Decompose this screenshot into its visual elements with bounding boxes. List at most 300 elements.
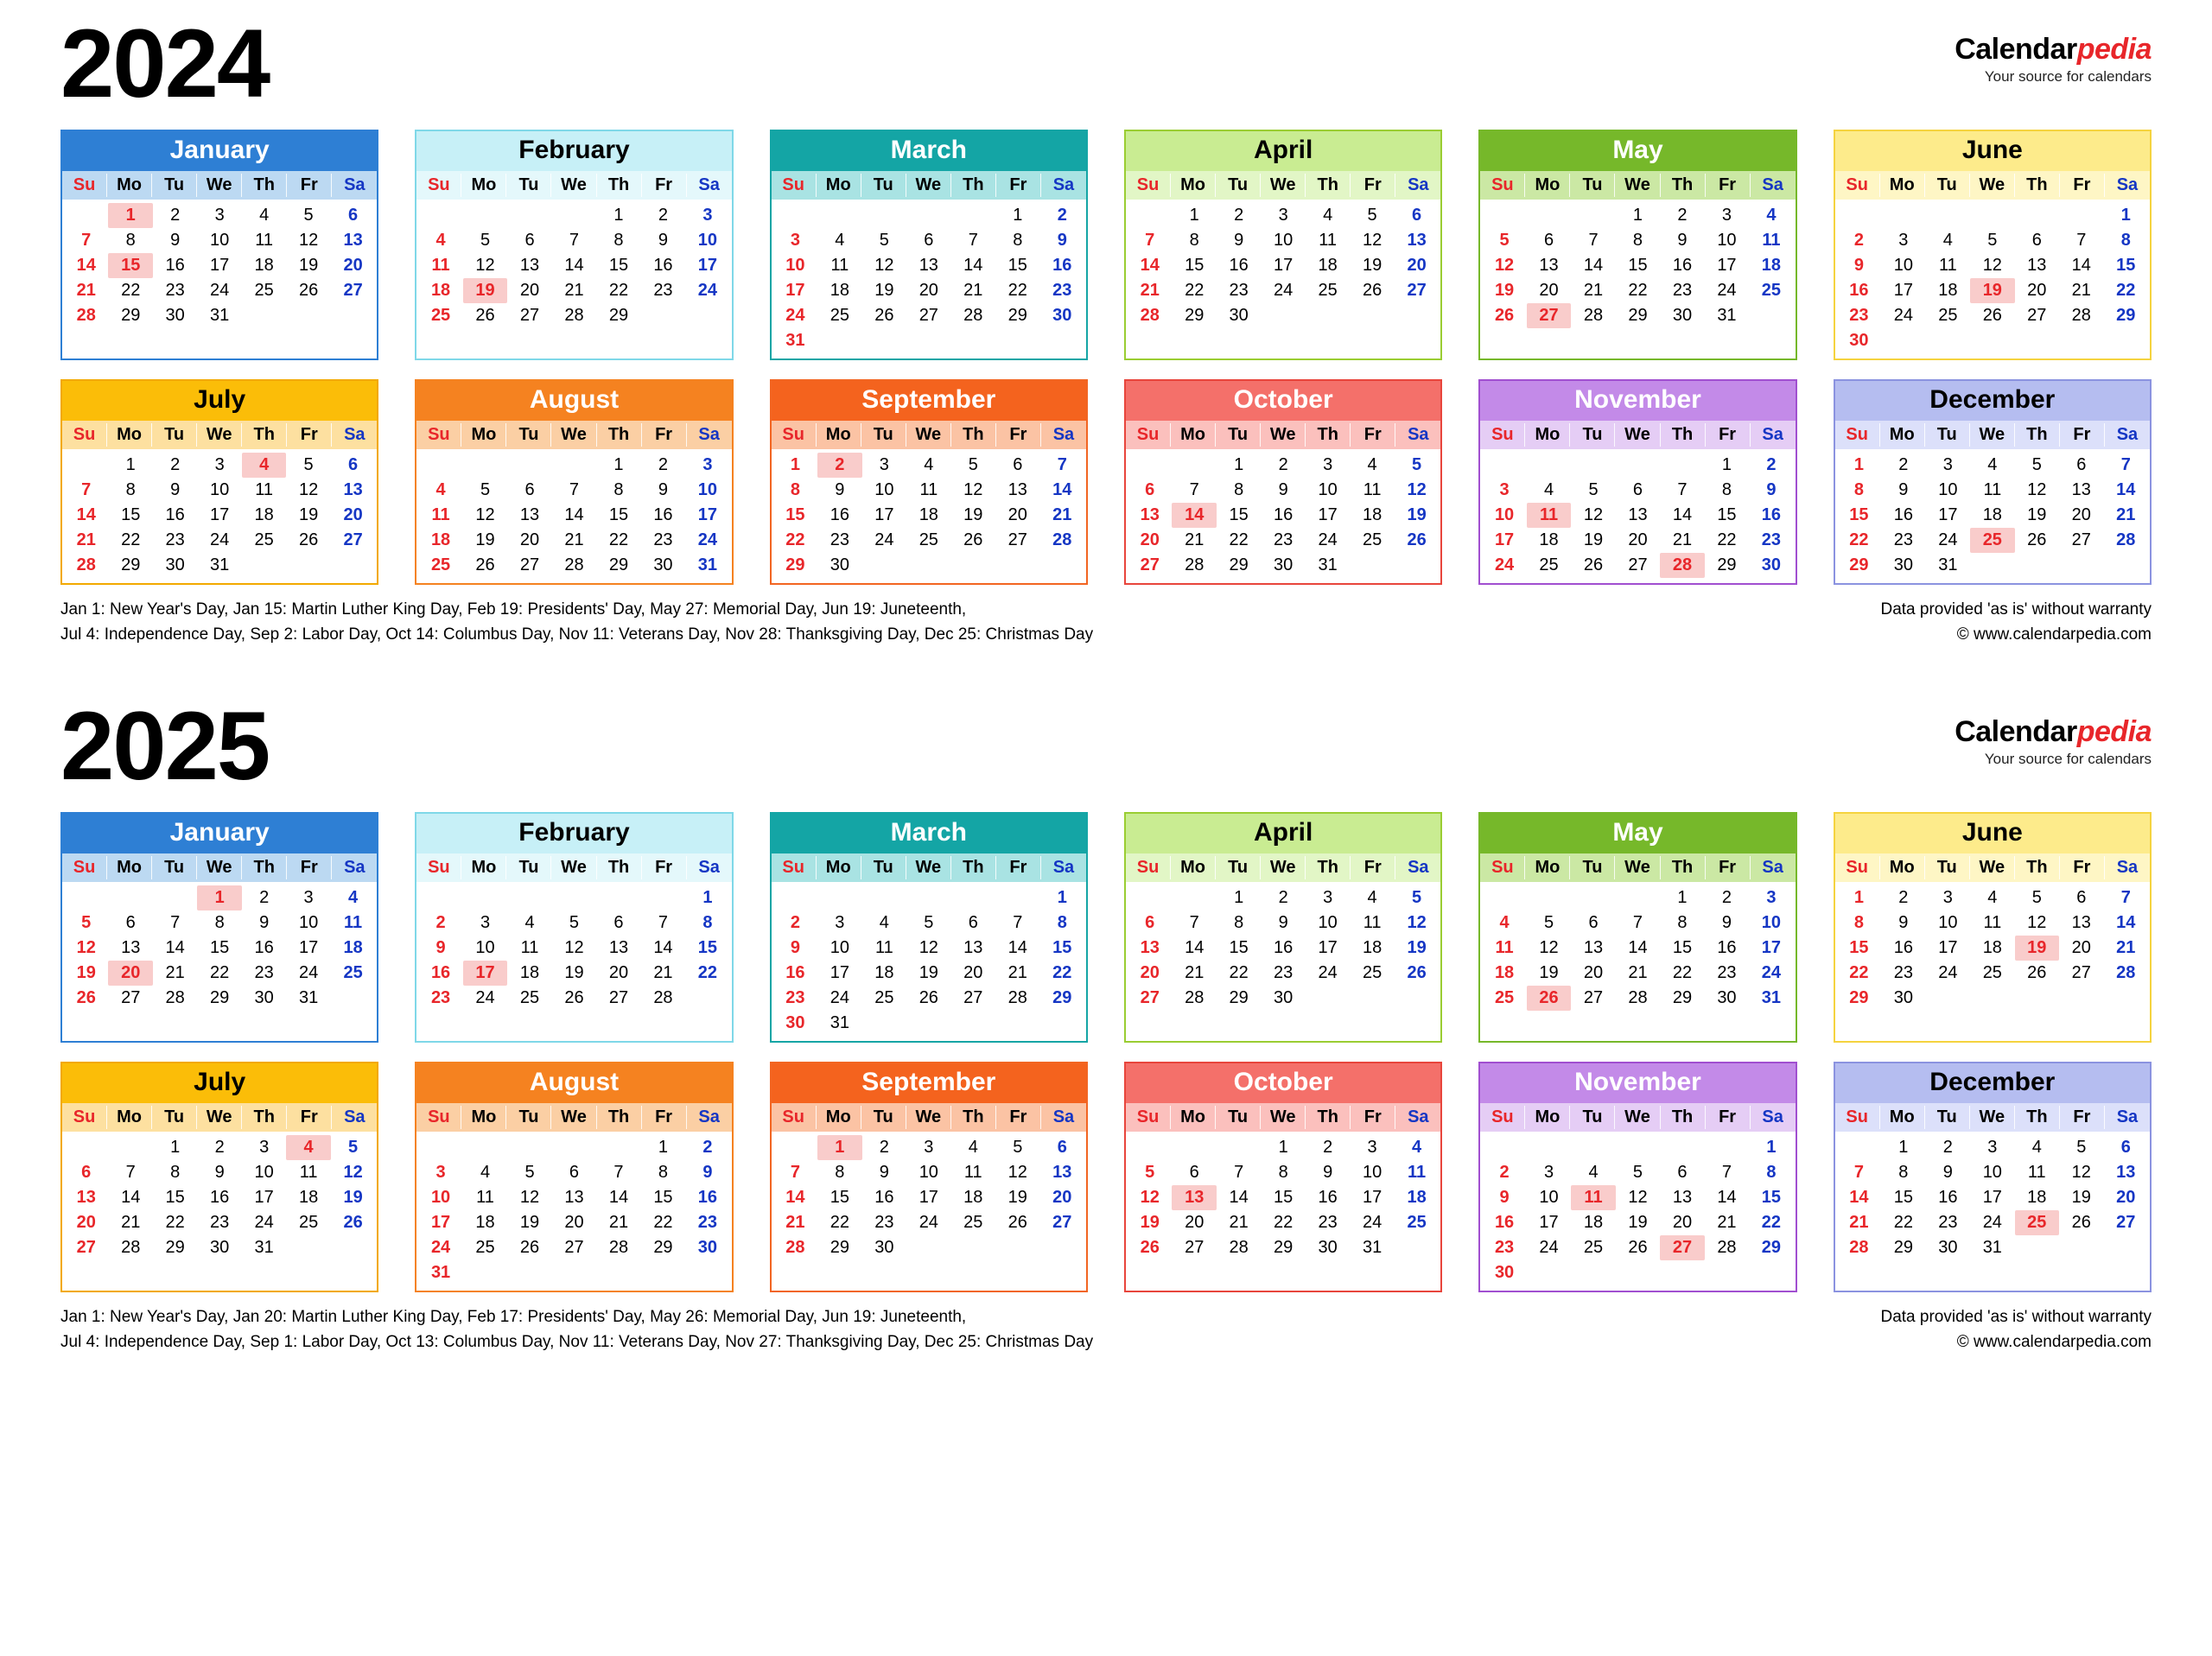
day-cell[interactable]: 14: [165, 937, 185, 957]
day-cell[interactable]: 11: [431, 256, 450, 275]
day-cell[interactable]: 16: [165, 505, 185, 524]
day-cell[interactable]: 27: [918, 306, 938, 325]
day-cell[interactable]: 27: [343, 281, 363, 300]
day-cell[interactable]: 17: [874, 505, 894, 524]
day-cell[interactable]: 26: [76, 987, 96, 1007]
day-cell[interactable]: 17: [918, 1187, 938, 1207]
day-cell[interactable]: 28: [2116, 530, 2136, 549]
day-cell[interactable]: 1: [1677, 887, 1688, 907]
day-cell[interactable]: 29: [121, 555, 141, 574]
day-cell[interactable]: 19: [463, 278, 507, 303]
day-cell[interactable]: 29: [830, 1237, 849, 1257]
day-cell[interactable]: 24: [1717, 281, 1737, 300]
day-cell[interactable]: 6: [1588, 912, 1599, 932]
day-cell[interactable]: 18: [874, 962, 894, 982]
day-cell[interactable]: 4: [1766, 206, 1777, 225]
day-cell[interactable]: 3: [1323, 887, 1333, 907]
day-cell[interactable]: 7: [790, 1162, 800, 1182]
day-cell[interactable]: 26: [1628, 1237, 1648, 1257]
day-cell[interactable]: 17: [254, 1187, 274, 1207]
day-cell[interactable]: 6: [1057, 1137, 1067, 1157]
day-cell[interactable]: 6: [348, 455, 359, 474]
day-cell[interactable]: 19: [76, 962, 96, 982]
day-cell[interactable]: 27: [343, 530, 363, 549]
day-cell[interactable]: 7: [1632, 912, 1643, 932]
day-cell[interactable]: 17: [1717, 256, 1737, 275]
day-cell[interactable]: 8: [1721, 480, 1732, 499]
day-cell[interactable]: 8: [1677, 912, 1688, 932]
day-cell[interactable]: 25: [1362, 530, 1382, 549]
day-cell[interactable]: 17: [697, 256, 718, 275]
day-cell[interactable]: 13: [519, 256, 540, 275]
day-cell[interactable]: 12: [475, 256, 495, 275]
day-cell[interactable]: 3: [1278, 206, 1288, 225]
day-cell[interactable]: 26: [1494, 306, 1515, 325]
day-cell[interactable]: 20: [343, 505, 363, 524]
day-cell[interactable]: 2: [1323, 1137, 1333, 1157]
day-cell[interactable]: 30: [1761, 555, 1782, 574]
day-cell[interactable]: 18: [343, 937, 363, 957]
day-cell[interactable]: 15: [1628, 256, 1648, 275]
day-cell[interactable]: 6: [1412, 206, 1422, 225]
day-cell[interactable]: 28: [2071, 306, 2091, 325]
day-cell[interactable]: 28: [608, 1237, 629, 1257]
day-cell[interactable]: 4: [259, 206, 270, 225]
day-cell[interactable]: 11: [1938, 256, 1957, 275]
day-cell[interactable]: 23: [430, 987, 451, 1007]
day-cell[interactable]: 18: [1539, 530, 1559, 549]
day-cell[interactable]: 12: [1628, 1187, 1648, 1207]
day-cell[interactable]: 16: [210, 1187, 230, 1207]
day-cell[interactable]: 7: [1853, 1162, 1864, 1182]
day-cell[interactable]: 12: [519, 1187, 540, 1207]
day-cell[interactable]: 21: [76, 281, 96, 300]
day-cell[interactable]: 21: [1229, 1212, 1249, 1232]
day-cell[interactable]: 5: [1145, 1162, 1155, 1182]
day-cell[interactable]: 7: [170, 912, 181, 932]
day-cell[interactable]: 19: [1362, 256, 1382, 275]
day-cell[interactable]: 8: [613, 480, 624, 499]
day-cell[interactable]: 7: [2076, 231, 2087, 250]
day-cell[interactable]: 3: [702, 455, 713, 474]
day-cell[interactable]: 20: [519, 530, 540, 549]
day-cell[interactable]: 16: [785, 962, 805, 982]
day-cell[interactable]: 1: [1057, 887, 1067, 907]
day-cell[interactable]: 15: [1007, 256, 1027, 275]
day-cell[interactable]: 1: [1632, 206, 1643, 225]
day-cell[interactable]: 29: [165, 1237, 185, 1257]
day-cell[interactable]: 31: [430, 1262, 451, 1282]
day-cell[interactable]: 31: [785, 331, 805, 350]
day-cell[interactable]: 29: [210, 987, 230, 1007]
day-cell[interactable]: 28: [2116, 962, 2136, 982]
day-cell[interactable]: 18: [519, 962, 540, 982]
day-cell[interactable]: 1: [170, 1137, 181, 1157]
day-cell[interactable]: 13: [343, 231, 363, 250]
day-cell[interactable]: 9: [1898, 912, 1909, 932]
day-cell[interactable]: 8: [1234, 912, 1244, 932]
day-cell[interactable]: 21: [608, 1212, 629, 1232]
day-cell[interactable]: 24: [1318, 530, 1338, 549]
day-cell[interactable]: 6: [2120, 1137, 2131, 1157]
day-cell[interactable]: 2: [879, 1137, 889, 1157]
day-cell[interactable]: 14: [1185, 937, 1205, 957]
day-cell[interactable]: 16: [1893, 937, 1913, 957]
day-cell[interactable]: 13: [918, 256, 938, 275]
day-cell[interactable]: 1: [125, 455, 136, 474]
day-cell[interactable]: 12: [298, 480, 319, 499]
day-cell[interactable]: 3: [1721, 206, 1732, 225]
day-cell[interactable]: 20: [1140, 962, 1160, 982]
day-cell[interactable]: 12: [2071, 1162, 2091, 1182]
day-cell[interactable]: 13: [1628, 505, 1648, 524]
day-cell[interactable]: 16: [430, 962, 451, 982]
day-cell[interactable]: 30: [653, 555, 673, 574]
day-cell[interactable]: 2: [1898, 887, 1909, 907]
day-cell[interactable]: 9: [1278, 480, 1288, 499]
day-cell[interactable]: 15: [608, 256, 629, 275]
day-cell[interactable]: 15: [1717, 505, 1737, 524]
day-cell[interactable]: 17: [1539, 1212, 1559, 1232]
day-cell[interactable]: 12: [343, 1162, 363, 1182]
day-cell[interactable]: 22: [1007, 281, 1027, 300]
day-cell[interactable]: 25: [430, 555, 451, 574]
day-cell[interactable]: 10: [210, 480, 230, 499]
day-cell[interactable]: 16: [1672, 256, 1693, 275]
day-cell[interactable]: 17: [1893, 281, 1913, 300]
day-cell[interactable]: 15: [697, 937, 718, 957]
day-cell[interactable]: 25: [918, 530, 938, 549]
day-cell[interactable]: 18: [1583, 1212, 1604, 1232]
day-cell[interactable]: 12: [918, 937, 938, 957]
day-cell[interactable]: 21: [1185, 962, 1205, 982]
day-cell[interactable]: 14: [2071, 256, 2091, 275]
day-cell[interactable]: 28: [1660, 553, 1704, 578]
day-cell[interactable]: 9: [835, 480, 845, 499]
day-cell[interactable]: 28: [76, 306, 96, 325]
day-cell[interactable]: 31: [830, 1012, 849, 1032]
day-cell[interactable]: 20: [343, 256, 363, 275]
day-cell[interactable]: 10: [1761, 912, 1782, 932]
day-cell[interactable]: 2: [214, 1137, 225, 1157]
day-cell[interactable]: 25: [1761, 281, 1782, 300]
day-cell[interactable]: 24: [430, 1237, 451, 1257]
day-cell[interactable]: 1: [702, 887, 713, 907]
day-cell[interactable]: 25: [1407, 1212, 1427, 1232]
day-cell[interactable]: 4: [1987, 887, 1998, 907]
day-cell[interactable]: 22: [785, 530, 805, 549]
day-cell[interactable]: 22: [165, 1212, 185, 1232]
day-cell[interactable]: 1: [108, 203, 152, 228]
day-cell[interactable]: 26: [874, 306, 894, 325]
day-cell[interactable]: 16: [1274, 505, 1294, 524]
day-cell[interactable]: 23: [1229, 281, 1249, 300]
day-cell[interactable]: 17: [1318, 937, 1338, 957]
day-cell[interactable]: 11: [476, 1187, 494, 1207]
day-cell[interactable]: 7: [613, 1162, 624, 1182]
day-cell[interactable]: 20: [1628, 530, 1648, 549]
day-cell[interactable]: 8: [1234, 480, 1244, 499]
day-cell[interactable]: 5: [1412, 455, 1422, 474]
day-cell[interactable]: 9: [214, 1162, 225, 1182]
day-cell[interactable]: 15: [108, 253, 152, 278]
day-cell[interactable]: 6: [125, 912, 136, 932]
day-cell[interactable]: 20: [108, 961, 152, 986]
day-cell[interactable]: 18: [1982, 937, 2002, 957]
day-cell[interactable]: 2: [702, 1137, 713, 1157]
day-cell[interactable]: 4: [348, 887, 359, 907]
day-cell[interactable]: 7: [1057, 455, 1067, 474]
day-cell[interactable]: 17: [298, 937, 319, 957]
day-cell[interactable]: 3: [835, 912, 845, 932]
day-cell[interactable]: 3: [259, 1137, 270, 1157]
day-cell[interactable]: 29: [785, 555, 805, 574]
day-cell[interactable]: 29: [1761, 1237, 1782, 1257]
day-cell[interactable]: 1: [1234, 887, 1244, 907]
day-cell[interactable]: 20: [2027, 281, 2047, 300]
day-cell[interactable]: 20: [519, 281, 540, 300]
day-cell[interactable]: 14: [1849, 1187, 1869, 1207]
day-cell[interactable]: 2: [1766, 455, 1777, 474]
day-cell[interactable]: 30: [1893, 555, 1913, 574]
day-cell[interactable]: 4: [1942, 231, 1953, 250]
day-cell[interactable]: 12: [1007, 1162, 1027, 1182]
day-cell[interactable]: 29: [608, 555, 629, 574]
day-cell[interactable]: 3: [1499, 480, 1510, 499]
day-cell[interactable]: 11: [255, 231, 274, 250]
day-cell[interactable]: 20: [1140, 530, 1160, 549]
day-cell[interactable]: 19: [1970, 278, 2014, 303]
day-cell[interactable]: 7: [125, 1162, 136, 1182]
day-cell[interactable]: 25: [1970, 528, 2014, 553]
day-cell[interactable]: 27: [608, 987, 629, 1007]
day-cell[interactable]: 27: [1527, 303, 1571, 328]
day-cell[interactable]: 13: [2027, 256, 2047, 275]
day-cell[interactable]: 9: [790, 937, 800, 957]
day-cell[interactable]: 3: [1323, 455, 1333, 474]
day-cell[interactable]: 26: [1527, 986, 1571, 1011]
day-cell[interactable]: 27: [1140, 987, 1160, 1007]
day-cell[interactable]: 21: [1185, 530, 1205, 549]
day-cell[interactable]: 26: [475, 555, 495, 574]
day-cell[interactable]: 20: [1407, 256, 1427, 275]
day-cell[interactable]: 8: [790, 480, 800, 499]
day-cell[interactable]: 31: [1982, 1237, 2002, 1257]
day-cell[interactable]: 23: [1274, 962, 1294, 982]
day-cell[interactable]: 18: [830, 281, 849, 300]
day-cell[interactable]: 6: [348, 206, 359, 225]
day-cell[interactable]: 15: [121, 505, 141, 524]
day-cell[interactable]: 13: [2071, 912, 2091, 932]
day-cell[interactable]: 28: [1583, 306, 1604, 325]
day-cell[interactable]: 12: [298, 231, 319, 250]
day-cell[interactable]: 25: [830, 306, 849, 325]
day-cell[interactable]: 30: [830, 555, 849, 574]
day-cell[interactable]: 22: [1717, 530, 1737, 549]
day-cell[interactable]: 5: [1632, 1162, 1643, 1182]
day-cell[interactable]: 23: [874, 1212, 894, 1232]
day-cell[interactable]: 3: [924, 1137, 934, 1157]
day-cell[interactable]: 12: [2027, 912, 2047, 932]
day-cell[interactable]: 21: [1007, 962, 1027, 982]
day-cell[interactable]: 9: [1721, 912, 1732, 932]
day-cell[interactable]: 9: [879, 1162, 889, 1182]
day-cell[interactable]: 4: [1367, 455, 1377, 474]
day-cell[interactable]: 8: [1278, 1162, 1288, 1182]
day-cell[interactable]: 18: [1407, 1187, 1427, 1207]
day-cell[interactable]: 2: [1234, 206, 1244, 225]
day-cell[interactable]: 5: [480, 480, 491, 499]
day-cell[interactable]: 18: [1982, 505, 2002, 524]
day-cell[interactable]: 23: [697, 1212, 718, 1232]
day-cell[interactable]: 25: [254, 530, 274, 549]
day-cell[interactable]: 5: [2031, 887, 2042, 907]
day-cell[interactable]: 19: [564, 962, 584, 982]
day-cell[interactable]: 9: [1323, 1162, 1333, 1182]
day-cell[interactable]: 5: [1013, 1137, 1023, 1157]
day-cell[interactable]: 16: [1052, 256, 1072, 275]
day-cell[interactable]: 2: [658, 455, 668, 474]
day-cell[interactable]: 21: [564, 530, 584, 549]
day-cell[interactable]: 24: [785, 306, 805, 325]
day-cell[interactable]: 6: [1189, 1162, 1199, 1182]
day-cell[interactable]: 4: [924, 455, 934, 474]
day-cell[interactable]: 4: [968, 1137, 978, 1157]
day-cell[interactable]: 11: [1408, 1162, 1427, 1182]
day-cell[interactable]: 6: [569, 1162, 580, 1182]
day-cell[interactable]: 17: [210, 505, 230, 524]
day-cell[interactable]: 24: [1494, 555, 1515, 574]
day-cell[interactable]: 16: [254, 937, 274, 957]
day-cell[interactable]: 23: [1938, 1212, 1958, 1232]
day-cell[interactable]: 31: [1362, 1237, 1382, 1257]
day-cell[interactable]: 24: [1539, 1237, 1559, 1257]
day-cell[interactable]: 15: [2116, 256, 2136, 275]
day-cell[interactable]: 22: [1274, 1212, 1294, 1232]
day-cell[interactable]: 14: [1007, 937, 1027, 957]
day-cell[interactable]: 21: [165, 962, 185, 982]
day-cell[interactable]: 30: [1318, 1237, 1338, 1257]
day-cell[interactable]: 27: [1628, 555, 1648, 574]
day-cell[interactable]: 19: [1583, 530, 1604, 549]
day-cell[interactable]: 11: [1363, 912, 1382, 932]
day-cell[interactable]: 25: [874, 987, 894, 1007]
day-cell[interactable]: 28: [564, 555, 584, 574]
day-cell[interactable]: 20: [76, 1212, 96, 1232]
day-cell[interactable]: 31: [697, 555, 718, 574]
day-cell[interactable]: 8: [658, 1162, 668, 1182]
day-cell[interactable]: 5: [524, 1162, 535, 1182]
day-cell[interactable]: 27: [1140, 555, 1160, 574]
day-cell[interactable]: 11: [963, 1162, 982, 1182]
day-cell[interactable]: 8: [613, 231, 624, 250]
day-cell[interactable]: 30: [697, 1237, 718, 1257]
day-cell[interactable]: 1: [1853, 887, 1864, 907]
day-cell[interactable]: 8: [214, 912, 225, 932]
day-cell[interactable]: 8: [1013, 231, 1023, 250]
day-cell[interactable]: 17: [785, 281, 805, 300]
day-cell[interactable]: 4: [480, 1162, 491, 1182]
day-cell[interactable]: 20: [918, 281, 938, 300]
day-cell[interactable]: 25: [2015, 1210, 2059, 1235]
day-cell[interactable]: 3: [1543, 1162, 1554, 1182]
day-cell[interactable]: 11: [874, 937, 893, 957]
day-cell[interactable]: 18: [1761, 256, 1782, 275]
day-cell[interactable]: 18: [254, 505, 274, 524]
day-cell[interactable]: 2: [1942, 1137, 1953, 1157]
day-cell[interactable]: 28: [1229, 1237, 1249, 1257]
day-cell[interactable]: 26: [1407, 962, 1427, 982]
day-cell[interactable]: 11: [255, 480, 274, 499]
day-cell[interactable]: 31: [1938, 555, 1958, 574]
day-cell[interactable]: 5: [1412, 887, 1422, 907]
day-cell[interactable]: 29: [1052, 987, 1072, 1007]
day-cell[interactable]: 11: [344, 912, 363, 932]
day-cell[interactable]: 14: [785, 1187, 805, 1207]
day-cell[interactable]: 24: [874, 530, 894, 549]
day-cell[interactable]: 15: [830, 1187, 849, 1207]
day-cell[interactable]: 15: [1849, 937, 1869, 957]
day-cell[interactable]: 24: [1982, 1212, 2002, 1232]
day-cell[interactable]: 9: [170, 231, 181, 250]
day-cell[interactable]: 27: [519, 306, 540, 325]
day-cell[interactable]: 29: [121, 306, 141, 325]
day-cell[interactable]: 4: [524, 912, 535, 932]
day-cell[interactable]: 19: [1407, 937, 1427, 957]
day-cell[interactable]: 28: [121, 1237, 141, 1257]
day-cell[interactable]: 19: [1140, 1212, 1160, 1232]
day-cell[interactable]: 5: [348, 1137, 359, 1157]
day-cell[interactable]: 4: [1412, 1137, 1422, 1157]
day-cell[interactable]: 21: [564, 281, 584, 300]
day-cell[interactable]: 26: [519, 1237, 540, 1257]
day-cell[interactable]: 26: [475, 306, 495, 325]
day-cell[interactable]: 5: [1499, 231, 1510, 250]
day-cell[interactable]: 31: [1318, 555, 1338, 574]
day-cell[interactable]: 21: [963, 281, 983, 300]
day-cell[interactable]: 18: [475, 1212, 495, 1232]
day-cell[interactable]: 30: [165, 306, 185, 325]
day-cell[interactable]: 11: [2027, 1162, 2046, 1182]
day-cell[interactable]: 14: [564, 256, 584, 275]
day-cell[interactable]: 7: [1145, 231, 1155, 250]
day-cell[interactable]: 9: [1278, 912, 1288, 932]
day-cell[interactable]: 29: [653, 1237, 673, 1257]
day-cell[interactable]: 26: [1407, 530, 1427, 549]
day-cell[interactable]: 19: [1407, 505, 1427, 524]
day-cell[interactable]: 6: [1145, 912, 1155, 932]
day-cell[interactable]: 19: [519, 1212, 540, 1232]
day-cell[interactable]: 5: [480, 231, 491, 250]
day-cell[interactable]: 7: [569, 480, 580, 499]
day-cell[interactable]: 18: [918, 505, 938, 524]
day-cell[interactable]: 4: [1367, 887, 1377, 907]
day-cell[interactable]: 14: [1672, 505, 1693, 524]
day-cell[interactable]: 22: [121, 281, 141, 300]
day-cell[interactable]: 27: [1660, 1235, 1704, 1260]
day-cell[interactable]: 24: [1318, 962, 1338, 982]
day-cell[interactable]: 13: [1407, 231, 1427, 250]
day-cell[interactable]: 3: [790, 231, 800, 250]
day-cell[interactable]: 22: [1628, 281, 1648, 300]
day-cell[interactable]: 4: [1543, 480, 1554, 499]
day-cell[interactable]: 26: [343, 1212, 363, 1232]
day-cell[interactable]: 12: [475, 505, 495, 524]
day-cell[interactable]: 22: [1052, 962, 1072, 982]
day-cell[interactable]: 6: [1543, 231, 1554, 250]
day-cell[interactable]: 26: [1140, 1237, 1160, 1257]
day-cell[interactable]: 10: [1539, 1187, 1559, 1207]
